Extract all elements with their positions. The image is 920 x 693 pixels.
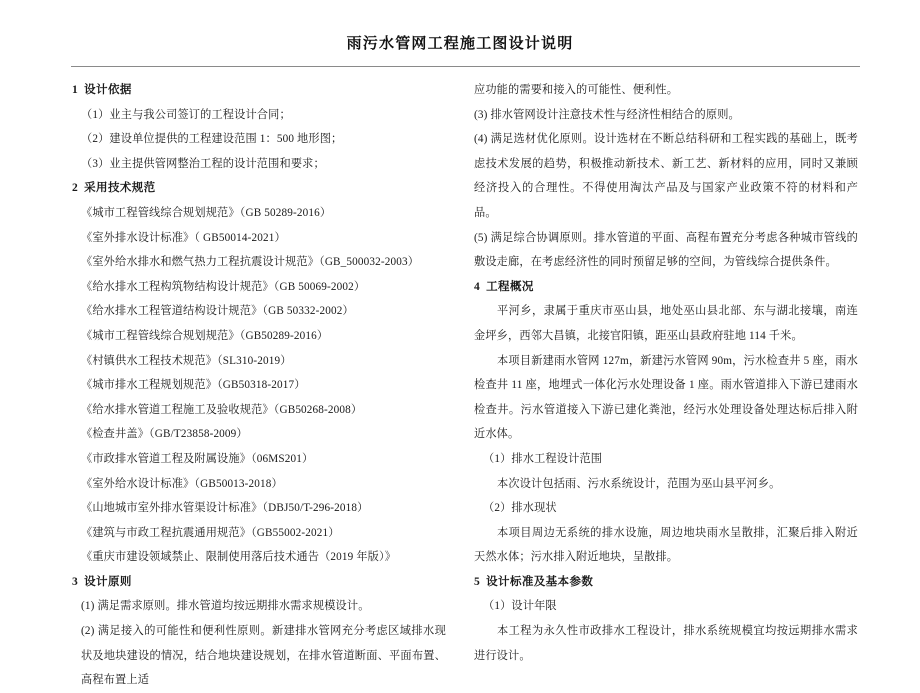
right-column [460,78,920,693]
standard-item: 《重庆市建设领域禁止、限制使用落后技术通告（2019 年版）》 [81,551,397,564]
standard-item: 《给水排水工程管道结构设计规范》（GB 50332-2002） [81,305,354,318]
standard-item: 《室外给水排水和燃气热力工程抗震设计规范》（GB_500032-2003） [81,256,420,269]
section-heading-1 [72,78,446,103]
standard-item: 《城市排水工程规划规范》（GB50318-2017） [81,379,306,392]
standard-item: 《室外排水设计标准》（ GB50014-2021） [81,231,286,244]
standard-item: 《建筑与市政工程抗震通用规范》（GB55002-2021） [81,526,340,539]
section-number-5: 5 [474,575,481,588]
section-heading-4 [474,275,858,300]
section-title-2: 采用技术规范 [84,182,156,195]
standard-item: 《山地城市室外排水管渠设计标准》（DBJ50/T-296-2018） [81,502,369,515]
standard-item: 《检查井盖》（GB/T23858-2009） [81,428,248,441]
section-title-1: 设计依据 [84,84,132,96]
standard-item: 《给水排水工程构筑物结构设计规范》（GB 50069-2002） [81,280,366,293]
standard-item: 《室外给水设计标准》（GB50013-2018） [81,477,283,490]
subsection-label-design-life: （1）设计年限 [483,600,557,613]
section-title-4: 工程概况 [486,280,534,293]
principle-item: (5) 满足综合协调原则。排水管道的平面、高程布置充分考虑各种城市管线的敷设走廊，在考虑经济性的同时预留足够的空间，为管线综合提供条件。 [474,231,858,269]
two-column-body [0,78,920,693]
principle-item: (3) 排水管网设计注意技术性与经济性相结合的原则。 [474,108,740,121]
standard-item: 《给水排水管道工程施工及验收规范》（GB50268-2008） [81,403,363,416]
overview-paragraph: 平河乡，隶属于重庆市巫山县，地处巫山县北部、东与湖北接壤，南连金坪乡，西邻大昌镇，北接官阳镇，距巫山县政府驻地 114 千米。 [474,305,858,342]
section-heading-3 [72,570,446,595]
left-column [0,78,460,693]
section-heading-2 [72,176,446,201]
subsection-text-design-life: 本工程为永久性市政排水工程设计，排水系统规模宜均按远期排水需求进行设计。 [474,625,858,662]
section-number-2: 2 [72,182,79,195]
subsection-label-drainage-status: （2）排水现状 [483,502,557,515]
subsection-label-design-scope: （1）排水工程设计范围 [483,452,603,465]
principle-item: (2) 满足接入的可能性和便利性原则。新建排水管网充分考虑区域排水现状及地块建设的情况，结合地块建设规划，在排水管道断面、平面布置、高程布置上适 [81,625,446,687]
section-number-4: 4 [474,280,481,293]
basis-item: （3）业主提供管网整治工程的设计范围和要求； [81,157,325,170]
section-number-3: 3 [72,575,79,588]
principle-continuation: 应功能的需要和接入的可能性、便利性。 [474,84,679,96]
overview-paragraph: 本项目新建雨水管网 127m，新建污水管网 90m，污水检查井 5 座，雨水检查井 11 座，地埋式一体化污水处理设备 1 座。雨水管道排入下游已建雨水检查井。污水管道接入下游已建化粪池，经污水处理设备处理达标后排入附近水体。 [474,354,858,441]
standard-item: 《市政排水管道工程及附属设施》（06MS201） [81,452,314,465]
basis-item: （2）建设单位提供的工程建设范围 1：500 地形图； [81,133,343,146]
standard-item: 《城市工程管线综合规划规范》（GB50289-2016） [81,329,329,342]
basis-item: （1）业主与我公司签订的工程设计合同； [81,108,291,121]
principle-item: (4) 满足选材优化原则。设计选材在不断总结科研和工程实践的基础上，既考虑技术发展的趋势，积极推动新技术、新工艺、新材料的应用，同时又兼顾经济投入的合理性。不得使用淘汰产品及与国家产业政策不符的材料和产品。 [474,133,858,219]
subsection-text-drainage-status: 本项目周边无系统的排水设施，周边地块雨水呈散排，汇聚后排入附近天然水体；污水排入附近地块，呈散排。 [474,526,858,564]
subsection-text-design-scope: 本次设计包括雨、污水系统设计，范围为巫山县平河乡。 [497,477,781,490]
standard-item: 《村镇供水工程技术规范》（SL310-2019） [81,354,292,367]
section-title-5: 设计标准及基本参数 [486,575,594,588]
title-divider [71,66,860,67]
standard-item: 《城市工程管线综合规划规范》（GB 50289-2016） [81,206,332,219]
section-number-1: 1 [72,84,79,96]
page-title: 雨污水管网工程施工图设计说明 [346,36,574,52]
section-heading-5 [474,570,858,595]
principle-item: (1) 满足需求原则。排水管道均按远期排水需求规模设计。 [81,600,370,613]
section-title-3: 设计原则 [84,575,132,588]
